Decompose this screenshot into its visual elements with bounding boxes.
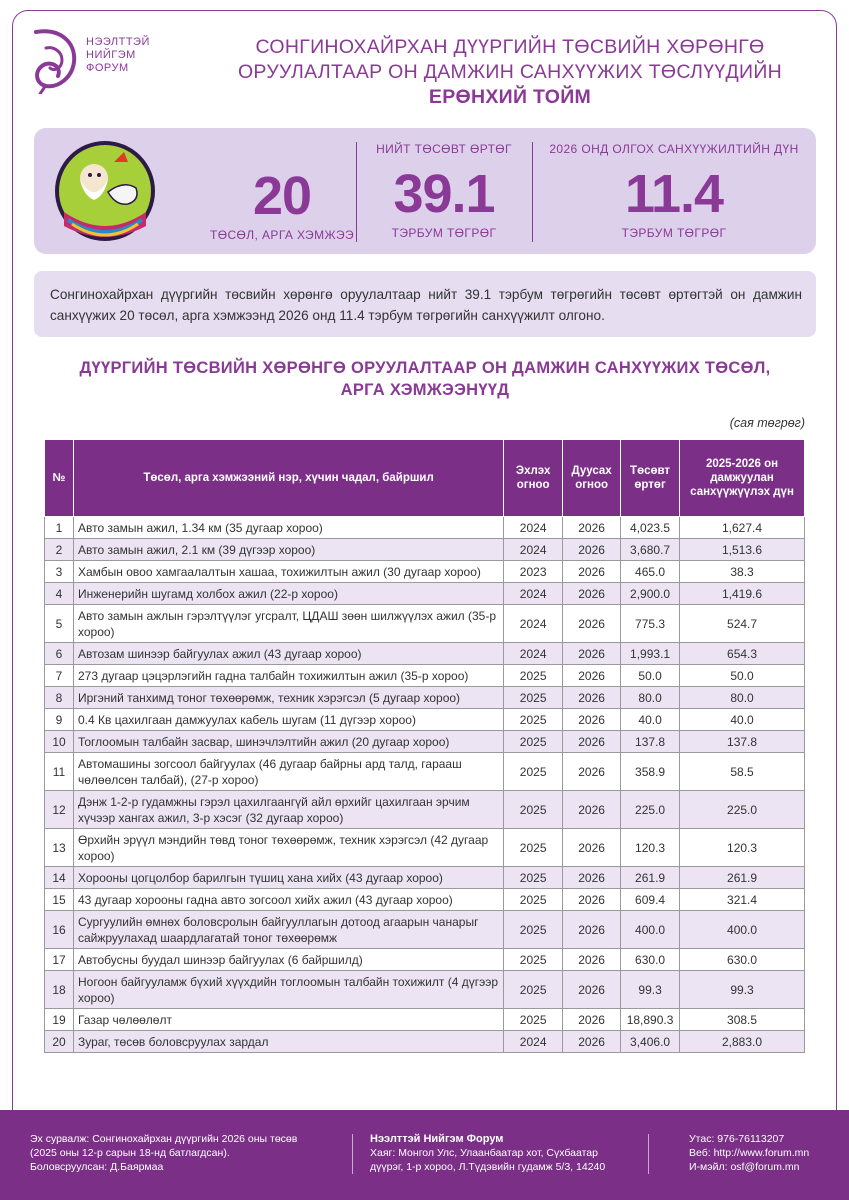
table-row bbox=[45, 1031, 805, 1053]
cell-end: 2026 bbox=[563, 583, 621, 605]
footer-address-line-1: Хаяг: Монгол Улс, Улаанбаатар хот, Сүхбаатар bbox=[370, 1147, 598, 1159]
stat-financing bbox=[532, 142, 816, 240]
cell-name: Тоглоомын талбайн засвар, шинэчлэлтийн ажил (20 дугаар хороо) bbox=[73, 731, 503, 753]
cell-no: 19 bbox=[45, 1009, 74, 1031]
projects-table bbox=[44, 439, 805, 1053]
cell-start: 2023 bbox=[504, 561, 563, 583]
summary-text: Сонгинохайрхан дүүргийн төсвийн хөрөнгө оруулалтаар нийт 39.1 тэрбум төгрөгийн төсөвт өртөгтэй он дамжин санхүүжих 20 төсөл, арга хэмжээнд 2026 онд 11.4 тэрбум төгрөгийн санхүүжилт олгоно. bbox=[34, 271, 816, 337]
cell-cost: 1,993.1 bbox=[621, 643, 680, 665]
cell-start: 2024 bbox=[504, 539, 563, 561]
cell-fin: 261.9 bbox=[680, 867, 805, 889]
cell-fin: 225.0 bbox=[680, 791, 805, 829]
col-header-cost: Төсөвт өртөг bbox=[621, 440, 680, 517]
cell-end: 2026 bbox=[563, 867, 621, 889]
cell-no: 15 bbox=[45, 889, 74, 911]
table-row bbox=[45, 665, 805, 687]
table-row bbox=[45, 643, 805, 665]
cell-start: 2025 bbox=[504, 971, 563, 1009]
cell-no: 17 bbox=[45, 949, 74, 971]
cell-fin: 308.5 bbox=[680, 1009, 805, 1031]
footer-source bbox=[30, 1132, 297, 1174]
cell-name: 43 дугаар хорооны гадна авто зогсоол хийх ажил (43 дугаар хороо) bbox=[73, 889, 503, 911]
cell-fin: 80.0 bbox=[680, 687, 805, 709]
cell-name: 273 дугаар цэцэрлэгийн гадна талбайн тохижилтын ажил (35-р хороо) bbox=[73, 665, 503, 687]
cell-cost: 2,900.0 bbox=[621, 583, 680, 605]
footer-address-line-2: дүүрэг, 1-р хороо, Л.Түдэвийн гудамж 5/3, 14240 bbox=[370, 1161, 606, 1173]
cell-no: 6 bbox=[45, 643, 74, 665]
table-row bbox=[45, 517, 805, 539]
table-row bbox=[45, 791, 805, 829]
cell-end: 2026 bbox=[563, 791, 621, 829]
org-line-3: ФОРУМ bbox=[86, 62, 129, 74]
cell-fin: 99.3 bbox=[680, 971, 805, 1009]
cell-fin: 120.3 bbox=[680, 829, 805, 867]
stats-panel bbox=[34, 128, 816, 254]
cell-cost: 137.8 bbox=[621, 731, 680, 753]
table-row bbox=[45, 539, 805, 561]
cell-no: 20 bbox=[45, 1031, 74, 1053]
cell-end: 2026 bbox=[563, 709, 621, 731]
org-logo bbox=[30, 28, 160, 98]
footer-source-line-3: Боловсруулсан: Д.Баярмаа bbox=[30, 1161, 164, 1173]
district-emblem-icon bbox=[54, 140, 156, 242]
cell-name: Өрхийн эрүүл мэндийн төвд тоног төхөөрөмж, техник хэрэгсэл (42 дугаар хороо) bbox=[73, 829, 503, 867]
cell-end: 2026 bbox=[563, 889, 621, 911]
col-header-financing: 2025-2026 он дамжуулан санхүүжүүлэх дүн bbox=[680, 440, 805, 517]
cell-no: 14 bbox=[45, 867, 74, 889]
cell-cost: 50.0 bbox=[621, 665, 680, 687]
footer-phone: Утас: 976-76113207 bbox=[689, 1133, 785, 1145]
cell-end: 2026 bbox=[563, 687, 621, 709]
cell-cost: 4,023.5 bbox=[621, 517, 680, 539]
org-line-2: НИЙГЭМ bbox=[86, 49, 136, 61]
cell-cost: 3,680.7 bbox=[621, 539, 680, 561]
table-row bbox=[45, 949, 805, 971]
cell-start: 2024 bbox=[504, 1031, 563, 1053]
cell-no: 16 bbox=[45, 911, 74, 949]
section-title bbox=[34, 357, 816, 401]
cell-fin: 630.0 bbox=[680, 949, 805, 971]
cell-cost: 400.0 bbox=[621, 911, 680, 949]
cell-name: Авто замын ажил, 2.1 км (39 дүгээр хороо) bbox=[73, 539, 503, 561]
cell-end: 2026 bbox=[563, 539, 621, 561]
cell-name: Автобусны буудал шинээр байгуулах (6 байршилд) bbox=[73, 949, 503, 971]
cell-fin: 524.7 bbox=[680, 605, 805, 643]
title-line-3: ЕРӨНХИЙ ТОЙМ bbox=[428, 86, 592, 108]
cell-no: 5 bbox=[45, 605, 74, 643]
col-header-end: Дуусах огноо bbox=[563, 440, 621, 517]
cell-cost: 80.0 bbox=[621, 687, 680, 709]
cell-fin: 2,883.0 bbox=[680, 1031, 805, 1053]
cell-no: 4 bbox=[45, 583, 74, 605]
cell-start: 2025 bbox=[504, 1009, 563, 1031]
cell-name: Авто замын ажил, 1.34 км (35 дугаар хороо) bbox=[73, 517, 503, 539]
table-row bbox=[45, 605, 805, 643]
cell-name: Автозам шинээр байгуулах ажил (43 дугаар хороо) bbox=[73, 643, 503, 665]
page-title bbox=[200, 35, 820, 110]
cell-start: 2025 bbox=[504, 687, 563, 709]
stat-budget-label: ТЭРБУМ ТӨГРӨГ bbox=[391, 226, 497, 240]
stat-financing-label: ТЭРБУМ ТӨГРӨГ bbox=[621, 226, 727, 240]
unit-label: (сая төгрөг) bbox=[729, 416, 805, 430]
col-header-start: Эхлэх огноо bbox=[504, 440, 563, 517]
cell-fin: 654.3 bbox=[680, 643, 805, 665]
footer-source-line-1: Эх сурвалж: Сонгинохайрхан дүүргийн 2026 оны төсөв bbox=[30, 1133, 298, 1145]
table-row bbox=[45, 583, 805, 605]
cell-fin: 50.0 bbox=[680, 665, 805, 687]
cell-end: 2026 bbox=[563, 731, 621, 753]
cell-no: 13 bbox=[45, 829, 74, 867]
cell-cost: 225.0 bbox=[621, 791, 680, 829]
cell-fin: 1,419.6 bbox=[680, 583, 805, 605]
col-header-name: Төсөл, арга хэмжээний нэр, хүчин чадал, байршил bbox=[73, 440, 503, 517]
cell-end: 2026 bbox=[563, 911, 621, 949]
cell-cost: 261.9 bbox=[621, 867, 680, 889]
cell-name: Газар чөлөөлөлт bbox=[73, 1009, 503, 1031]
title-line-2: ОРУУЛАЛТААР ОН ДАМЖИН САНХҮҮЖИХ ТӨСЛҮҮДИЙН bbox=[237, 61, 783, 83]
cell-name: Хамбын овоо хамгаалалтын хашаа, тохижилтын ажил (30 дугаар хороо) bbox=[73, 561, 503, 583]
cell-start: 2024 bbox=[504, 517, 563, 539]
cell-no: 10 bbox=[45, 731, 74, 753]
cell-name: Хорооны цогцолбор барилгын түшиц хана хийх (43 дугаар хороо) bbox=[73, 867, 503, 889]
cell-no: 7 bbox=[45, 665, 74, 687]
stat-financing-number: 11.4 bbox=[624, 164, 724, 224]
cell-end: 2026 bbox=[563, 753, 621, 791]
cell-cost: 775.3 bbox=[621, 605, 680, 643]
cell-start: 2024 bbox=[504, 605, 563, 643]
cell-end: 2026 bbox=[563, 829, 621, 867]
cell-fin: 1,627.4 bbox=[680, 517, 805, 539]
col-header-no: № bbox=[45, 440, 74, 517]
cell-fin: 58.5 bbox=[680, 753, 805, 791]
cell-no: 9 bbox=[45, 709, 74, 731]
cell-end: 2026 bbox=[563, 605, 621, 643]
cell-start: 2024 bbox=[504, 583, 563, 605]
table-row bbox=[45, 731, 805, 753]
cell-name: Инженерийн шугамд холбох ажил (22-р хороо) bbox=[73, 583, 503, 605]
table-row bbox=[45, 709, 805, 731]
cell-start: 2025 bbox=[504, 665, 563, 687]
footer-divider-1 bbox=[352, 1134, 353, 1174]
footer-org-name: Нээлттэй Нийгэм Форум bbox=[370, 1133, 504, 1145]
stat-financing-caption: 2026 ОНД ОЛГОХ САНХҮҮЖИЛТИЙН ДҮН bbox=[549, 142, 799, 156]
cell-fin: 1,513.6 bbox=[680, 539, 805, 561]
cell-no: 12 bbox=[45, 791, 74, 829]
cell-start: 2025 bbox=[504, 949, 563, 971]
cell-no: 1 bbox=[45, 517, 74, 539]
cell-name: Сургуулийн өмнөх боловсролын байгууллагын дотоод агаарын чанарыг сайжруулахад шаардлагатай тоног төхөөрөмж bbox=[73, 911, 503, 949]
cell-no: 3 bbox=[45, 561, 74, 583]
title-line-1: СОНГИНОХАЙРХАН ДҮҮРГИЙН ТӨСВИЙН ХӨРӨНГӨ bbox=[255, 36, 765, 58]
cell-fin: 38.3 bbox=[680, 561, 805, 583]
cell-name: Ногоон байгууламж бүхий хүүхдийн тоглоомын талбайн тохижилт (4 дүгээр хороо) bbox=[73, 971, 503, 1009]
cell-cost: 3,406.0 bbox=[621, 1031, 680, 1053]
table-row bbox=[45, 889, 805, 911]
cell-end: 2026 bbox=[563, 1009, 621, 1031]
stat-projects-number: 20 bbox=[252, 166, 312, 226]
stat-budget-caption: НИЙТ ТӨСӨВТ ӨРТӨГ bbox=[376, 142, 512, 156]
cell-end: 2026 bbox=[563, 971, 621, 1009]
cell-fin: 40.0 bbox=[680, 709, 805, 731]
cell-name: Дэнж 1-2-р гудамжны гэрэл цахилгаангүй айл өрхийг цахилгаан эрчим хүчээр хангах ажил, 3-р хэсэг (32 дугаар хороо) bbox=[73, 791, 503, 829]
cell-cost: 40.0 bbox=[621, 709, 680, 731]
cell-fin: 400.0 bbox=[680, 911, 805, 949]
footer-web: Веб: http://www.forum.mn bbox=[689, 1147, 810, 1159]
cell-end: 2026 bbox=[563, 949, 621, 971]
table-header-row bbox=[45, 440, 805, 517]
cell-start: 2025 bbox=[504, 911, 563, 949]
cell-cost: 609.4 bbox=[621, 889, 680, 911]
cell-end: 2026 bbox=[563, 665, 621, 687]
cell-cost: 120.3 bbox=[621, 829, 680, 867]
table-row bbox=[45, 687, 805, 709]
cell-start: 2025 bbox=[504, 829, 563, 867]
cell-cost: 630.0 bbox=[621, 949, 680, 971]
cell-start: 2025 bbox=[504, 709, 563, 731]
section-title-line-1: ДҮҮРГИЙН ТӨСВИЙН ХӨРӨНГӨ ОРУУЛАЛТААР ОН ДАМЖИН САНХҮҮЖИХ ТӨСӨЛ, bbox=[79, 359, 771, 377]
cell-start: 2025 bbox=[504, 791, 563, 829]
cell-start: 2024 bbox=[504, 643, 563, 665]
spiral-leaf-logo-icon bbox=[30, 28, 82, 94]
cell-name: Автомашины зогсоол байгуулах (46 дугаар байрны ард талд, гарааш чөлөөлсөн талбай), (27-р хороо) bbox=[73, 753, 503, 791]
cell-fin: 137.8 bbox=[680, 731, 805, 753]
section-title-line-2: АРГА ХЭМЖЭЭНҮҮД bbox=[340, 381, 510, 399]
cell-end: 2026 bbox=[563, 643, 621, 665]
cell-fin: 321.4 bbox=[680, 889, 805, 911]
org-line-1: НЭЭЛТТЭЙ bbox=[86, 36, 150, 48]
org-name bbox=[86, 36, 150, 75]
cell-no: 11 bbox=[45, 753, 74, 791]
stat-budget-number: 39.1 bbox=[393, 164, 495, 224]
cell-no: 2 bbox=[45, 539, 74, 561]
cell-end: 2026 bbox=[563, 561, 621, 583]
cell-start: 2025 bbox=[504, 753, 563, 791]
footer-source-line-2: (2025 оны 12-р сарын 18-нд батлагдсан). bbox=[30, 1147, 230, 1159]
cell-start: 2025 bbox=[504, 889, 563, 911]
cell-cost: 358.9 bbox=[621, 753, 680, 791]
cell-start: 2025 bbox=[504, 867, 563, 889]
cell-cost: 99.3 bbox=[621, 971, 680, 1009]
stat-projects bbox=[184, 168, 380, 242]
footer-contact bbox=[689, 1132, 809, 1174]
cell-name: 0.4 Кв цахилгаан дамжуулах кабель шугам (11 дүгээр хороо) bbox=[73, 709, 503, 731]
table-row bbox=[45, 753, 805, 791]
cell-no: 8 bbox=[45, 687, 74, 709]
cell-cost: 465.0 bbox=[621, 561, 680, 583]
footer-divider-2 bbox=[648, 1134, 649, 1174]
cell-cost: 18,890.3 bbox=[621, 1009, 680, 1031]
table-row bbox=[45, 911, 805, 949]
stat-projects-label: ТӨСӨЛ, АРГА ХЭМЖЭЭ bbox=[210, 228, 354, 242]
cell-no: 18 bbox=[45, 971, 74, 1009]
table-row bbox=[45, 867, 805, 889]
cell-end: 2026 bbox=[563, 1031, 621, 1053]
cell-name: Авто замын ажлын гэрэлтүүлэг угсралт, ЦДАШ зөөн шилжүүлэх ажил (35-р хороо) bbox=[73, 605, 503, 643]
footer-address bbox=[370, 1132, 605, 1174]
footer bbox=[0, 1110, 849, 1200]
table-row bbox=[45, 829, 805, 867]
cell-name: Зураг, төсөв боловсруулах зардал bbox=[73, 1031, 503, 1053]
cell-end: 2026 bbox=[563, 517, 621, 539]
stat-budget bbox=[356, 142, 532, 240]
table-row bbox=[45, 561, 805, 583]
table-row bbox=[45, 971, 805, 1009]
table-row bbox=[45, 1009, 805, 1031]
cell-name: Иргэний танхимд тоног төхөөрөмж, техник хэрэгсэл (5 дугаар хороо) bbox=[73, 687, 503, 709]
footer-email: И-мэйл: osf@forum.mn bbox=[689, 1161, 800, 1173]
cell-start: 2025 bbox=[504, 731, 563, 753]
